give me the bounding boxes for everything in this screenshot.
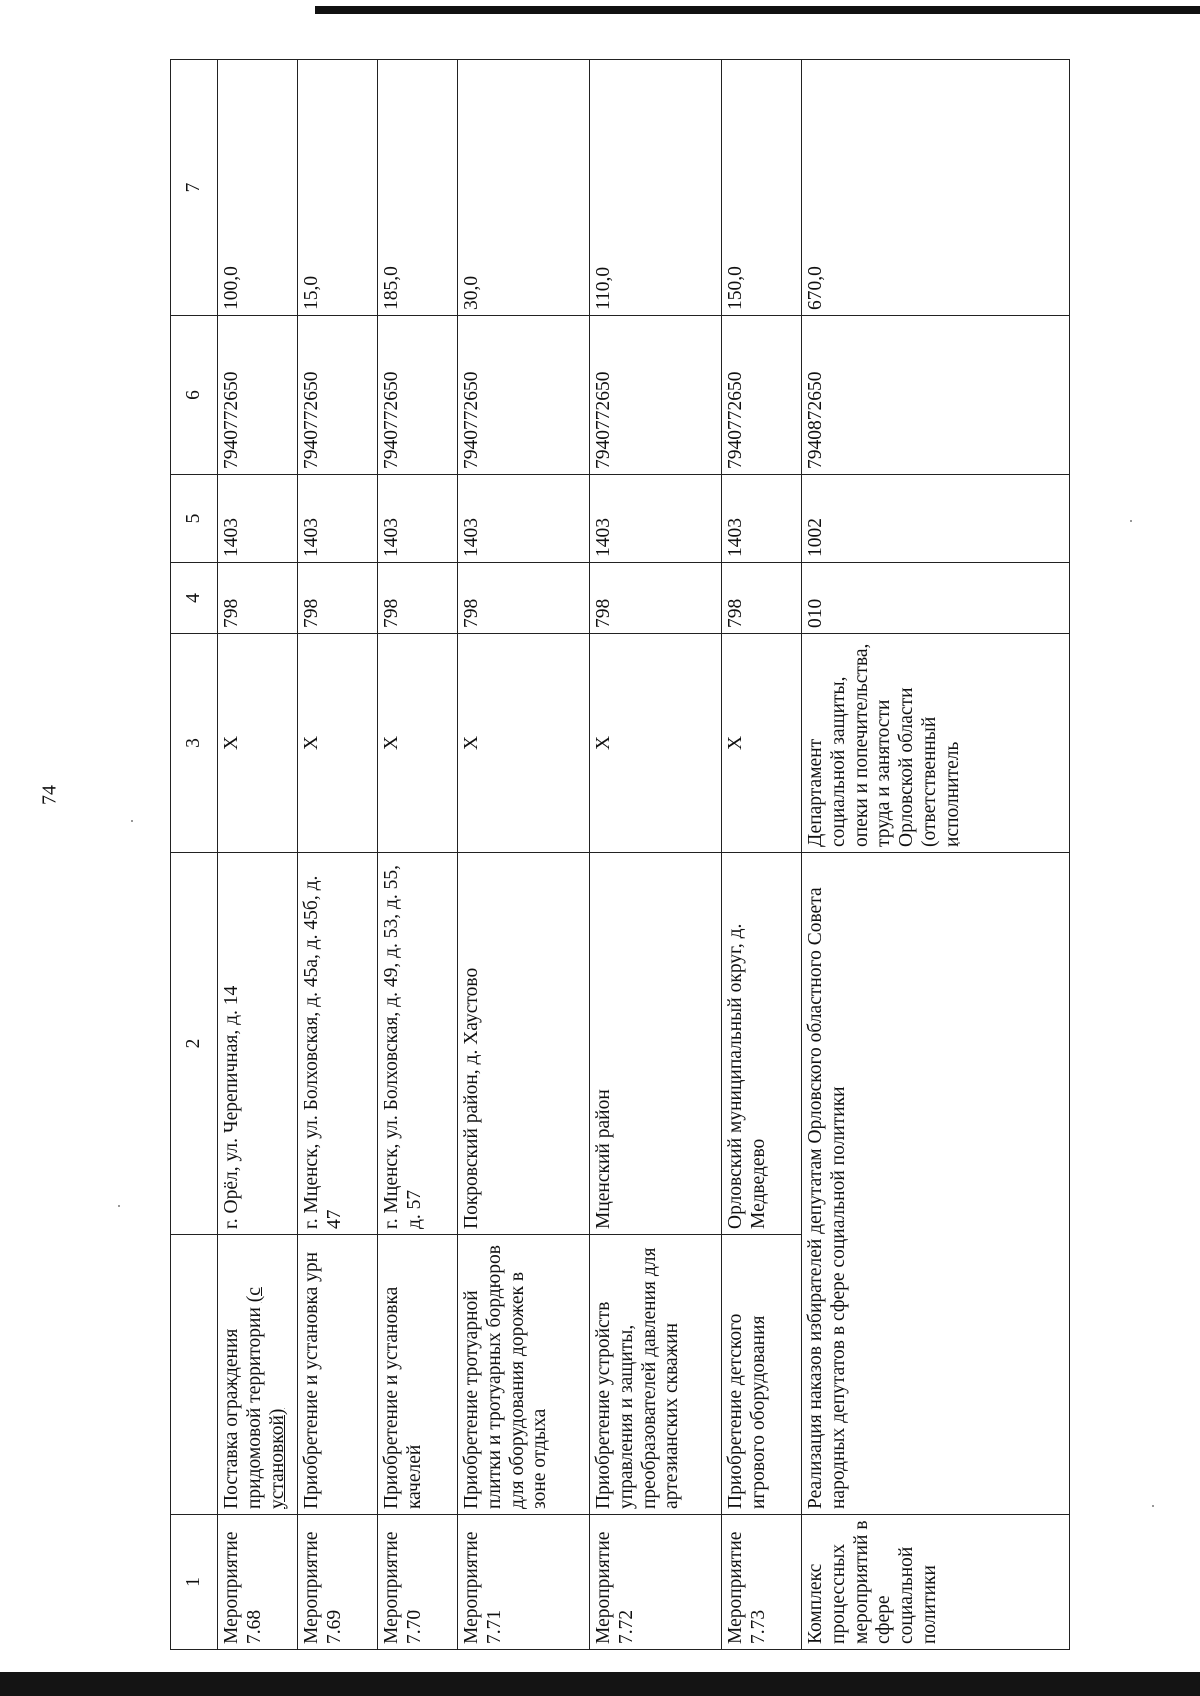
executor-cell: Х — [378, 634, 458, 853]
executor-cell: Х — [298, 634, 378, 853]
code-cell: 7940872650 — [802, 316, 1070, 475]
code-cell: 7940772650 — [590, 316, 722, 475]
code-cell: 1403 — [722, 475, 802, 563]
code-cell: 798 — [590, 563, 722, 634]
code-cell: 1403 — [590, 475, 722, 563]
code-cell: 798 — [218, 563, 298, 634]
executor-cell: Х — [590, 634, 722, 853]
complex-id: Комплекс процессных мероприятий в сфере социальной политики — [802, 1515, 1070, 1650]
scan-speck — [131, 820, 133, 822]
complex-description: Реализация наказов избирателей депутатам Орловского областного Совета народных депутатов в сфере социальной политики — [802, 853, 1070, 1515]
measure-name: Приобретение тротуарной плитки и тротуарных бордюров для оборудования дорожек в зоне отдыха — [458, 1235, 590, 1515]
header-cell: 3 — [171, 634, 218, 853]
measure-address: г. Орёл, ул. Черепичная, д. 14 — [218, 853, 298, 1235]
table-row-complex — [802, 60, 1070, 1650]
rotated-table-wrapper — [170, 60, 1070, 1650]
measure-address: Орловский муниципальный округ, д. Медведево — [722, 853, 802, 1235]
code-cell: 7940772650 — [218, 316, 298, 475]
scan-speck — [1152, 1505, 1154, 1507]
measure-address: Покровский район, д. Хаустово — [458, 853, 590, 1235]
header-cell: 6 — [171, 316, 218, 475]
measure-id: Мероприятие 7.69 — [298, 1515, 378, 1650]
scan-speck — [118, 1205, 120, 1207]
measure-name: Приобретение детского игрового оборудования — [722, 1235, 802, 1515]
table-row — [378, 60, 458, 1650]
amount-cell: 670,0 — [802, 60, 1070, 316]
measures-table — [170, 59, 1070, 1650]
header-cell: 2 — [171, 853, 218, 1235]
measure-id: Мероприятие 7.70 — [378, 1515, 458, 1650]
measure-id: Мероприятие 7.72 — [590, 1515, 722, 1650]
measure-name: Поставка ограждения придомовой территории (с установкой) — [218, 1235, 298, 1515]
table-row — [218, 60, 298, 1650]
code-cell: 7940772650 — [378, 316, 458, 475]
code-cell: 010 — [802, 563, 1070, 634]
scan-speck — [1130, 520, 1132, 522]
amount-cell: 100,0 — [218, 60, 298, 316]
scan-edge-bottom — [0, 1672, 1200, 1696]
amount-cell: 15,0 — [298, 60, 378, 316]
table-row — [722, 60, 802, 1650]
executor-cell: Х — [458, 634, 590, 853]
header-cell: 1 — [171, 1515, 218, 1650]
header-cell: 4 — [171, 563, 218, 634]
code-cell: 798 — [722, 563, 802, 634]
measure-id: Мероприятие 7.68 — [218, 1515, 298, 1650]
complex-executor: Департамент социальной защиты, опеки и попечительства, труда и занятости Орловской области (ответственный исполнитель — [802, 634, 1070, 853]
page-number: 74 — [38, 785, 61, 805]
code-cell: 1002 — [802, 475, 1070, 563]
scan-edge-top — [315, 0, 1200, 14]
header-cell: 5 — [171, 475, 218, 563]
underlined-note: (с установкой) — [243, 1287, 288, 1509]
measure-name: Приобретение и установка качелей — [378, 1235, 458, 1515]
code-cell: 798 — [378, 563, 458, 634]
code-cell: 1403 — [458, 475, 590, 563]
table-row — [458, 60, 590, 1650]
header-cell: 7 — [171, 60, 218, 316]
amount-cell: 150,0 — [722, 60, 802, 316]
measure-id: Мероприятие 7.73 — [722, 1515, 802, 1650]
measure-id: Мероприятие 7.71 — [458, 1515, 590, 1650]
header-cell — [171, 1235, 218, 1515]
measure-address: Мценский район — [590, 853, 722, 1235]
code-cell: 1403 — [298, 475, 378, 563]
measure-name: Приобретение и установка урн — [298, 1235, 378, 1515]
code-cell: 7940772650 — [722, 316, 802, 475]
code-cell: 7940772650 — [298, 316, 378, 475]
measure-address: г. Мценск, ул. Болховская, д. 49, д. 53, д. 55, д. 57 — [378, 853, 458, 1235]
measure-name: Приобретение устройств управления и защиты, преобразователей давления для артезианских скважин — [590, 1235, 722, 1515]
table-row — [298, 60, 378, 1650]
measure-address: г. Мценск, ул. Болховская, д. 45а, д. 45б, д. 47 — [298, 853, 378, 1235]
table-row — [590, 60, 722, 1650]
code-cell: 1403 — [218, 475, 298, 563]
amount-cell: 185,0 — [378, 60, 458, 316]
code-cell: 7940772650 — [458, 316, 590, 475]
amount-cell: 30,0 — [458, 60, 590, 316]
executor-cell: Х — [722, 634, 802, 853]
table-header-row — [171, 60, 218, 1650]
code-cell: 798 — [298, 563, 378, 634]
code-cell: 798 — [458, 563, 590, 634]
amount-cell: 110,0 — [590, 60, 722, 316]
code-cell: 1403 — [378, 475, 458, 563]
executor-cell: Х — [218, 634, 298, 853]
